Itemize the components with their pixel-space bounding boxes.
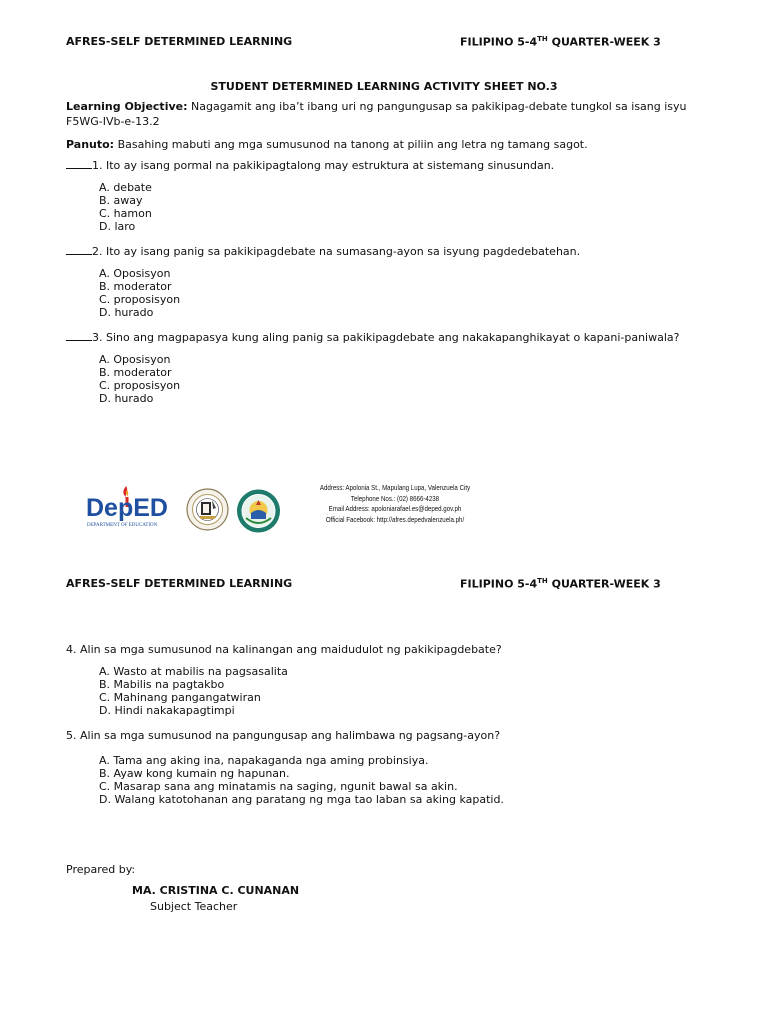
option-list bbox=[99, 665, 288, 717]
school-contact-block bbox=[301, 483, 490, 525]
header-right-2: FILIPINO 5-4TH QUARTER-WEEK 3 bbox=[460, 577, 661, 591]
option: C. proposisyon bbox=[99, 293, 181, 306]
option: A. Oposisyon bbox=[99, 267, 171, 280]
option-list bbox=[99, 267, 180, 319]
telephone-line: Telephone Nos.: (02) 8666-4238 bbox=[350, 493, 440, 503]
school-seal-icon bbox=[186, 488, 229, 531]
option: D. Walang katotohanan ang paratang ng mga tao laban sa aking kapatid. bbox=[99, 793, 504, 806]
objective-code: F5WG-IVb-e-13.2 bbox=[66, 115, 160, 128]
email-line: Email Address: apoloniarafael.es@deped.gov.ph bbox=[328, 504, 462, 513]
deped-subtitle: DEPARTMENT OF EDUCATION bbox=[87, 523, 158, 528]
question-3: 3. Sino ang magpapasya kung aling panig sa pakikipagdebate ang nakakapanghikayat o kapani-paniwala? bbox=[66, 331, 679, 344]
division-seal-icon bbox=[236, 488, 281, 534]
option: C. proposisyon bbox=[99, 379, 181, 392]
header-left-2: AFRES-SELF DETERMINED LEARNING bbox=[66, 577, 293, 590]
option: C. hamon bbox=[99, 207, 152, 220]
option-list bbox=[99, 181, 152, 233]
question-4: 4. Alin sa mga sumusunod na kalinangan ang maidudulot ng pakikipagdebate? bbox=[66, 643, 502, 656]
answer-blank[interactable] bbox=[66, 159, 92, 169]
header-left: AFRES-SELF DETERMINED LEARNING bbox=[66, 35, 293, 48]
answer-blank[interactable] bbox=[66, 331, 92, 341]
answer-blank[interactable] bbox=[66, 245, 92, 255]
teacher-role: Subject Teacher bbox=[150, 900, 238, 913]
option: D. Hindi nakakapagtimpi bbox=[99, 704, 235, 717]
option: C. Masarap sana ang minatamis na saging, ngunit bawal sa akin. bbox=[99, 780, 458, 793]
option: D. hurado bbox=[99, 306, 154, 319]
deped-logo bbox=[86, 484, 176, 530]
prepared-by-label: Prepared by: bbox=[66, 863, 136, 876]
address-line: Address: Apolonia St., Mapulang Lupa, Valenzuela City bbox=[319, 483, 471, 492]
option: D. laro bbox=[99, 220, 136, 233]
learning-objective: Learning Objective: Nagagamit ang iba’t ibang uri ng pangungusap sa pakikipag-debate tungkol sa isang isyu bbox=[66, 100, 687, 113]
option: B. moderator bbox=[99, 280, 172, 293]
option: A. Oposisyon bbox=[99, 353, 171, 366]
question-1: 1. Ito ay isang pormal na pakikipagtalong may estruktura at sistemang sinusundan. bbox=[66, 159, 554, 172]
header-right: FILIPINO 5-4TH QUARTER-WEEK 3 bbox=[460, 35, 661, 49]
facebook-line: Official Facebook: http://afres.depedvalenzuela.ph/ bbox=[325, 514, 465, 524]
option: B. Mabilis na pagtakbo bbox=[99, 678, 225, 691]
option: C. Mahinang pangangatwiran bbox=[99, 691, 261, 704]
option: B. moderator bbox=[99, 366, 172, 379]
option-list bbox=[99, 353, 180, 405]
option: B. Ayaw kong kumain ng hapunan. bbox=[99, 767, 290, 780]
option: A. Wasto at mabilis na pagsasalita bbox=[99, 665, 288, 678]
teacher-name: MA. CRISTINA C. CUNANAN bbox=[132, 884, 300, 897]
option-list bbox=[99, 754, 504, 806]
page-title: STUDENT DETERMINED LEARNING ACTIVITY SHEET NO.3 bbox=[210, 80, 558, 93]
option: D. hurado bbox=[99, 392, 154, 405]
question-2: 2. Ito ay isang panig sa pakikipagdebate na sumasang-ayon sa isyung pagdedebatehan. bbox=[66, 245, 580, 258]
option: A. debate bbox=[99, 181, 152, 194]
question-5: 5. Alin sa mga sumusunod na pangungusap ang halimbawa ng pagsang-ayon? bbox=[66, 729, 501, 742]
option: A. Tama ang aking ina, napakaganda nga aming probinsiya. bbox=[99, 754, 429, 767]
deped-wordmark: DepED bbox=[86, 494, 168, 522]
panuto: Panuto: Basahing mabuti ang mga sumusunod na tanong at piliin ang letra ng tamang sagot. bbox=[66, 138, 588, 151]
option: B. away bbox=[99, 194, 143, 207]
